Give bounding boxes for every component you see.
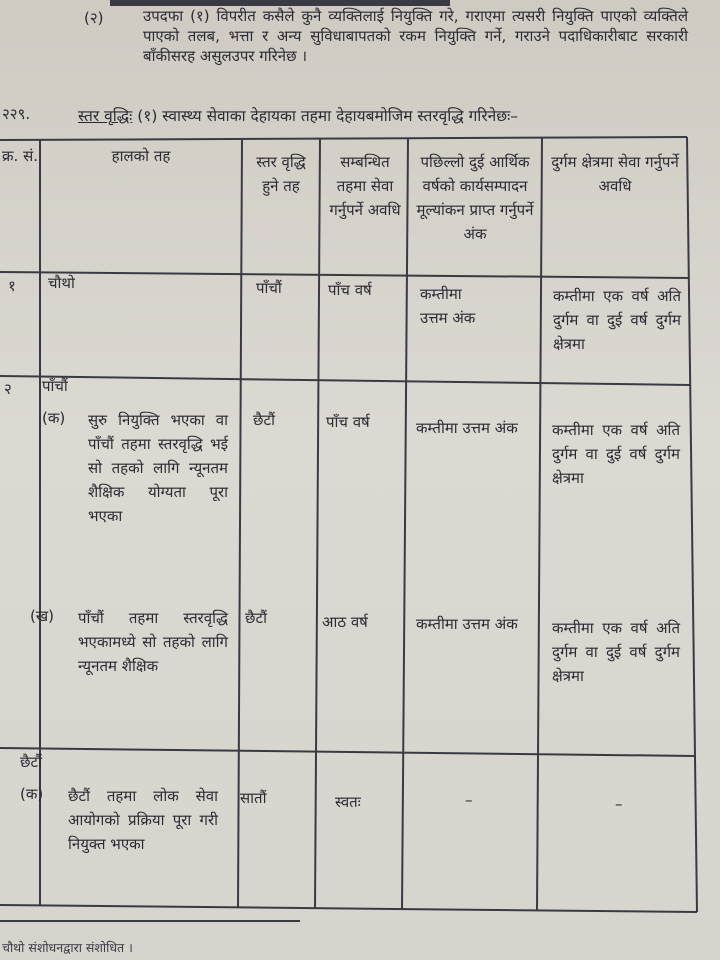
row2a-remote-service: कम्तीमा एक वर्ष अति दुर्गम वा दुई वर्ष दुर्गम क्षेत्रमा: [552, 421, 680, 487]
table-bottom-border: [0, 905, 697, 912]
row2a-service-period: पाँच वर्ष: [326, 413, 370, 431]
row2b-evaluation: कम्तीमा उत्तम अंक: [416, 615, 518, 633]
header-bottom-border: [0, 272, 688, 278]
row1-evaluation: कम्तीमा उत्तम अंक: [420, 285, 476, 327]
col-eval-border: [537, 138, 542, 911]
row2-current-level: पाँचौं: [42, 377, 68, 395]
row1-remote-service: कम्तीमा एक वर्ष अति दुर्गम वा दुई वर्ष दुर्गम क्षेत्रमा: [553, 287, 681, 353]
table-top-border: [0, 137, 687, 140]
row1-upgraded-level: पाँचौं: [256, 279, 282, 297]
row2b-upgraded-level: छैटौं: [245, 609, 267, 627]
row3a-text: छैटौं तहमा लोक सेवा आयोगको प्रक्रिया पूरा गरी नियुक्त भएका: [68, 787, 218, 853]
header-current-level: हालको तह: [111, 147, 171, 165]
footnote: चौथो संशोधनद्वारा संशोधित ।: [2, 940, 133, 955]
row2b-service-period: आठ वर्ष: [322, 613, 368, 631]
row3a-evaluation: –: [465, 791, 473, 809]
row2b-label: (ख): [30, 607, 54, 625]
row2a-text: सुरु नियुक्ति भएका वा पाँचौं तहमा स्तरवृद्धि भई सो तहको लागि न्यूनतम शैक्षिक योग्यता पूरा भएका: [88, 411, 228, 525]
header-service-period: सम्बन्धित तहमा सेवा गर्नुपर्ने अवधि: [329, 153, 401, 219]
section-title: स्तर वृद्धिः: [78, 107, 133, 125]
header-upgraded-level: स्तर वृद्धि हुने तह: [256, 153, 306, 195]
header-sn: क्र. सं.: [2, 147, 38, 165]
footnote-rule: [0, 920, 300, 922]
header-evaluation: पछिल्लो दुई आर्थिक वर्षको कार्यसम्पादन मूल्यांकन प्राप्त गर्नुपर्ने अंक: [416, 153, 534, 243]
row1-bottom-border: [0, 376, 690, 385]
row2-bottom-border: [0, 748, 695, 756]
table-right-border: [687, 137, 697, 912]
clause-text: उपदफा (१) विपरीत कसैले कुनै व्यक्तिलाई नियुक्ति गरे, गराएमा त्यसरी नियुक्ति पाएको व्यक्तिले पाएको तलब, भत्ता र अन्य सुविधाबापतको रकम नियुक्ति गर्ने, गराउने पदाधिकारीबाट सरकारी बाँकीसरह असुलउपर गरिनेछ ।: [143, 7, 688, 65]
row2a-label: (क): [42, 409, 66, 427]
row1-service-period: पाँच वर्ष: [328, 281, 372, 299]
row3a-remote-service: –: [615, 795, 623, 813]
row3a-label: (क): [20, 785, 44, 803]
row1-sn: १: [8, 277, 16, 295]
col-period-border: [402, 139, 408, 910]
section-text: (१) स्वास्थ्य सेवाका देहायका तहमा देहायबमोजिम स्तरवृद्धि गरिनेछः–: [137, 107, 519, 125]
row2b-remote-service: कम्तीमा एक वर्ष अति दुर्गम वा दुई वर्ष दुर्गम क्षेत्रमा: [552, 619, 680, 685]
row1-current-level: चौथो: [48, 274, 75, 292]
header-remote-service: दुर्गम क्षेत्रमा सेवा गर्नुपर्ने अवधि: [551, 153, 679, 195]
row3a-service-period: स्वतः: [335, 793, 361, 811]
row2a-upgraded-level: छैटौं: [253, 411, 275, 429]
row3a-upgraded-level: सातौं: [240, 789, 267, 807]
row2-sn: २: [4, 380, 12, 398]
row3-current-level: छैटौं: [20, 753, 42, 771]
col-upgraded-border: [315, 139, 320, 909]
section-heading: [78, 104, 708, 126]
section-number: २२९.: [2, 105, 31, 123]
clause-number: (२): [84, 9, 104, 27]
row2a-evaluation: कम्तीमा उत्तम अंक: [416, 419, 518, 437]
row2b-text: पाँचौं तहमा स्तरवृद्धि भएकामध्ये सो तहको लागि न्यूनतम शैक्षिक: [78, 609, 228, 675]
